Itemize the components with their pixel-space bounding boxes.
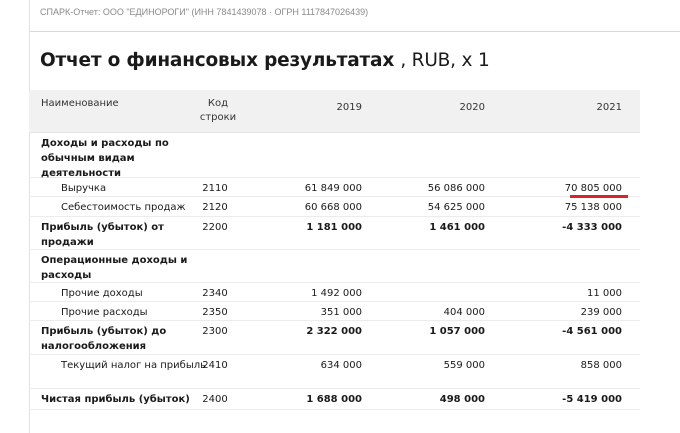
- report-source-line: СПАРК-Отчет: ООО "ЕДИНОРОГИ" (ИНН 7841439078 · ОГРН 1117847026439): [40, 7, 369, 17]
- table-row: [29, 355, 640, 389]
- header-divider: [29, 31, 680, 32]
- value-2020: 1 461 000: [429, 222, 485, 233]
- row-code: 2110: [202, 183, 228, 194]
- value-2021: -5 419 000: [562, 394, 622, 405]
- row-code: 2120: [202, 202, 228, 213]
- value-2021: 70 805 000: [564, 183, 622, 194]
- value-2021: -4 333 000: [562, 222, 622, 233]
- value-2020: 56 086 000: [427, 183, 485, 194]
- column-header-name: Наименование: [41, 98, 119, 109]
- row-name: Прибыль (убыток) до налогообложения: [41, 326, 167, 352]
- value-2020: 498 000: [439, 394, 485, 405]
- value-2020: 1 057 000: [429, 326, 485, 337]
- table-row: [29, 217, 640, 250]
- table-row: [29, 197, 640, 217]
- table-row: [29, 321, 640, 355]
- table-header: [29, 90, 640, 133]
- row-code: 2340: [202, 288, 228, 299]
- row-code: 2300: [202, 326, 228, 337]
- table-row-section: [29, 250, 640, 283]
- financial-results-table: [29, 90, 640, 410]
- value-2019: 1 181 000: [306, 222, 362, 233]
- column-header-2020: 2020: [459, 102, 485, 113]
- row-code: 2410: [202, 360, 228, 371]
- value-2020: 54 625 000: [427, 202, 485, 213]
- row-name: Прибыль (убыток) от продажи: [41, 222, 164, 248]
- row-name: Чистая прибыль (убыток): [41, 394, 190, 405]
- value-2021: 11 000: [587, 288, 622, 299]
- value-2020: 404 000: [443, 307, 485, 318]
- table-row: [29, 283, 640, 302]
- value-2019: 60 668 000: [304, 202, 362, 213]
- value-2019: 634 000: [320, 360, 362, 371]
- value-2021: 858 000: [580, 360, 622, 371]
- column-header-code: Код строки: [199, 98, 237, 123]
- report-unit: , RUB, x 1: [400, 50, 490, 71]
- row-name: Прочие доходы: [61, 288, 143, 299]
- value-2021: -4 561 000: [562, 326, 622, 337]
- value-2019: 2 322 000: [306, 326, 362, 337]
- value-2019: 61 849 000: [304, 183, 362, 194]
- row-code: 2400: [202, 394, 228, 405]
- row-name: Текущий налог на прибыль: [61, 360, 206, 371]
- row-code: 2200: [202, 222, 228, 233]
- row-name: Доходы и расходы по обычным видам деятельности: [41, 138, 169, 179]
- value-2021: 75 138 000: [564, 202, 622, 213]
- report-title: Отчет о финансовых результатах: [40, 50, 395, 71]
- table-row: [29, 389, 640, 410]
- row-name: Выручка: [61, 183, 107, 194]
- row-name: Прочие расходы: [61, 307, 148, 318]
- row-name: Себестоимость продаж: [61, 202, 186, 213]
- table-row-section: [29, 133, 640, 178]
- column-header-2019: 2019: [336, 102, 362, 113]
- value-2020: 559 000: [443, 360, 485, 371]
- value-2021: 239 000: [580, 307, 622, 318]
- page-title: [40, 50, 490, 71]
- row-name: Операционные доходы и расходы: [41, 255, 188, 281]
- column-header-2021: 2021: [596, 102, 622, 113]
- table-row: [29, 302, 640, 321]
- value-2019: 1 492 000: [311, 288, 362, 299]
- table-row: [29, 178, 640, 197]
- row-code: 2350: [202, 307, 228, 318]
- value-2019: 1 688 000: [306, 394, 362, 405]
- value-2019: 351 000: [320, 307, 362, 318]
